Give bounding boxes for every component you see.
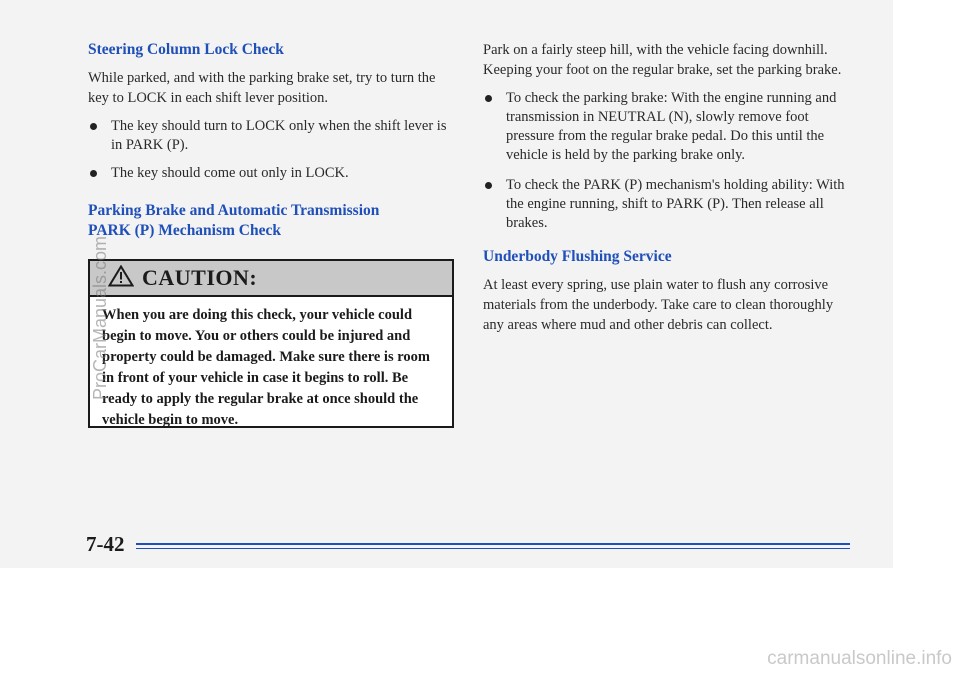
page-number: 7-42 (86, 532, 125, 556)
bullet-text: The key should turn to LOCK only when the shift lever is in PARK (P). (111, 118, 447, 153)
right-column (483, 40, 853, 335)
underbody-heading: Underbody Flushing Service (483, 248, 672, 265)
footer-rule (136, 543, 850, 549)
hill-test-paragraph: Park on a fairly steep hill, with the vehicle facing downhill. Keeping your foot on the regular brake, set the parking brake. (483, 42, 842, 78)
list-item (483, 176, 853, 233)
list-item (88, 164, 460, 183)
underbody-paragraph: At least every spring, use plain water to flush any corrosive materials from the underbody. Take care to clean thoroughly any areas where mud and other debris can collect. (483, 277, 834, 333)
bullet-text: The key should come out only in LOCK. (111, 165, 349, 181)
caution-header (90, 261, 452, 297)
bullet-icon (485, 95, 492, 102)
list-item (88, 117, 460, 155)
bullet-icon (485, 182, 492, 189)
caution-text: When you are doing this check, your vehicle could begin to move. You or others could be injured and property could be damaged. Make sure there is room in front of your vehicle in case it begins to roll. Be ready to apply the regular brake at once should the vehicle begin to move. (102, 307, 430, 428)
side-watermark: ProCarManuals.com (90, 235, 110, 400)
steering-lock-paragraph: While parked, and with the parking brake set, try to turn the key to LOCK in each shift lever position. (88, 70, 436, 106)
caution-title: CAUTION: (142, 265, 258, 290)
caution-box (88, 259, 454, 428)
bullet-icon (90, 123, 97, 130)
bottom-watermark: carmanualsonline.info (767, 648, 952, 669)
left-column (88, 40, 460, 241)
bullet-icon (90, 170, 97, 177)
parking-brake-heading: Parking Brake and Automatic Transmission PARK (P) Mechanism Check (88, 202, 380, 239)
bullet-text: To check the PARK (P) mechanism's holding ability: With the engine running, shift to PARK (P). Then release all brakes. (506, 177, 845, 231)
steering-lock-heading: Steering Column Lock Check (88, 41, 284, 58)
list-item (483, 89, 853, 165)
warning-triangle-icon (108, 265, 134, 292)
bullet-text: To check the parking brake: With the engine running and transmission in NEUTRAL (N), slowly remove foot pressure from the regular brake pedal. Do this until the vehicle is held by the parking brake only. (506, 90, 837, 163)
